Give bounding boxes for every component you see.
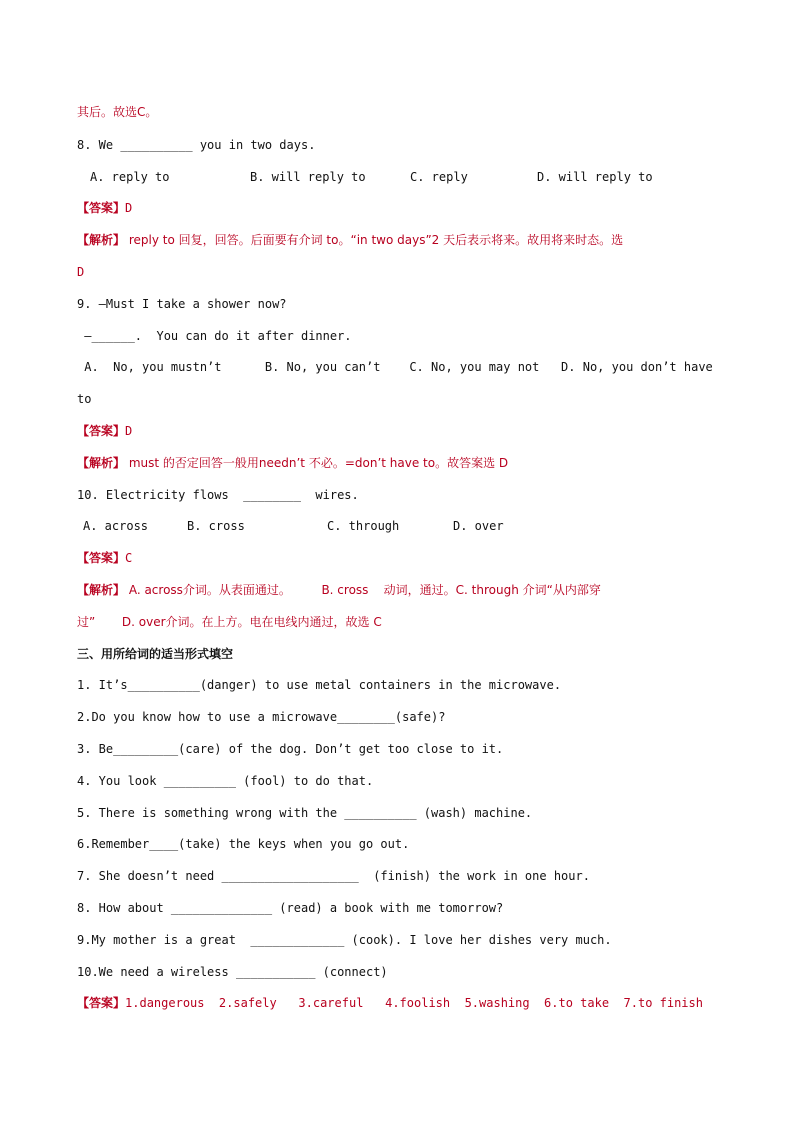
answer-tag: 【答案】 xyxy=(77,201,126,215)
analysis-tag: 【解析】 xyxy=(77,233,126,247)
answer-tag: 【答案】 xyxy=(77,996,126,1010)
q8-stem: 8. We __________ you in two days. xyxy=(77,138,316,152)
q8-answer-line xyxy=(77,200,734,216)
fill-item-4: 4. You look __________ (fool) to do that. xyxy=(77,774,374,788)
q9-options-cont: to xyxy=(77,392,92,406)
previous-answer-tail: 其后。故选C。 xyxy=(77,105,158,119)
fill-item-10: 10.We need a wireless ___________ (connect) xyxy=(77,965,388,979)
q8-option-b: B. will reply to xyxy=(250,170,366,184)
section3-answers: 1.dangerous 2.safely 3.careful 4.foolish 5.washing 6.to take 7.to finish xyxy=(125,996,703,1010)
fill-item-1: 1. It’s__________(danger) to use metal containers in the microwave. xyxy=(77,678,562,692)
q9-answer-line xyxy=(77,423,734,439)
fill-item-8: 8. How about ______________ (read) a book with me tomorrow? xyxy=(77,901,504,915)
q8-analysis-line xyxy=(77,232,734,248)
q10-option-c: C. through xyxy=(327,519,400,533)
q10-option-d: D. over xyxy=(453,519,504,533)
q9-analysis: must 的否定回答一般用needn’t 不必。=don’t have to。故答案选 D xyxy=(125,456,509,470)
q10-analysis-cont: 过” D. over介词。在上方。电在电线内通过，故选 C xyxy=(77,615,382,629)
section3-answer-line xyxy=(77,995,734,1011)
q8-option-a: A. reply to xyxy=(90,170,170,184)
q10-answer: C xyxy=(125,551,133,565)
q8-analysis: reply to 回复，回答。后面要有介词 to。“in two days”2 天后表示将来。故用将来时态。选 xyxy=(125,233,624,247)
q9-reply: —______. You can do it after dinner. xyxy=(77,329,352,343)
section-heading: 三、用所给词的适当形式填空 xyxy=(77,647,234,661)
q8-analysis-cont: D xyxy=(77,265,85,279)
fill-item-3: 3. Be_________(care) of the dog. Don’t get too close to it. xyxy=(77,742,504,756)
q10-stem: 10. Electricity flows ________ wires. xyxy=(77,488,359,502)
fill-item-2: 2.Do you know how to use a microwave________(safe)? xyxy=(77,710,446,724)
q10-option-b: B. cross xyxy=(187,519,245,533)
fill-item-6: 6.Remember____(take) the keys when you go out. xyxy=(77,837,410,851)
analysis-tag: 【解析】 xyxy=(77,583,126,597)
q10-option-a: A. across xyxy=(83,519,149,533)
fill-item-7: 7. She doesn’t need ___________________ (finish) the work in one hour. xyxy=(77,869,590,883)
q10-analysis-line xyxy=(77,582,734,598)
answer-tag: 【答案】 xyxy=(77,424,126,438)
q8-option-c: C. reply xyxy=(410,170,468,184)
fill-item-5: 5. There is something wrong with the __________ (wash) machine. xyxy=(77,806,533,820)
fill-item-9: 9.My mother is a great _____________ (cook). I love her dishes very much. xyxy=(77,933,612,947)
analysis-tag: 【解析】 xyxy=(77,456,126,470)
q8-option-d: D. will reply to xyxy=(537,170,653,184)
q9-analysis-line xyxy=(77,455,734,471)
answer-tag: 【答案】 xyxy=(77,551,126,565)
q9-answer: D xyxy=(125,424,133,438)
q9-options: A. No, you mustn’t B. No, you can’t C. No, you may not D. No, you don’t have xyxy=(77,360,713,374)
q10-answer-line xyxy=(77,550,734,566)
q10-analysis: A. across介词。从表面通过。 B. cross 动词，通过。C. through 介词“从内部穿 xyxy=(125,583,601,597)
q8-answer: D xyxy=(125,201,133,215)
q9-stem: 9. —Must I take a shower now? xyxy=(77,297,287,311)
